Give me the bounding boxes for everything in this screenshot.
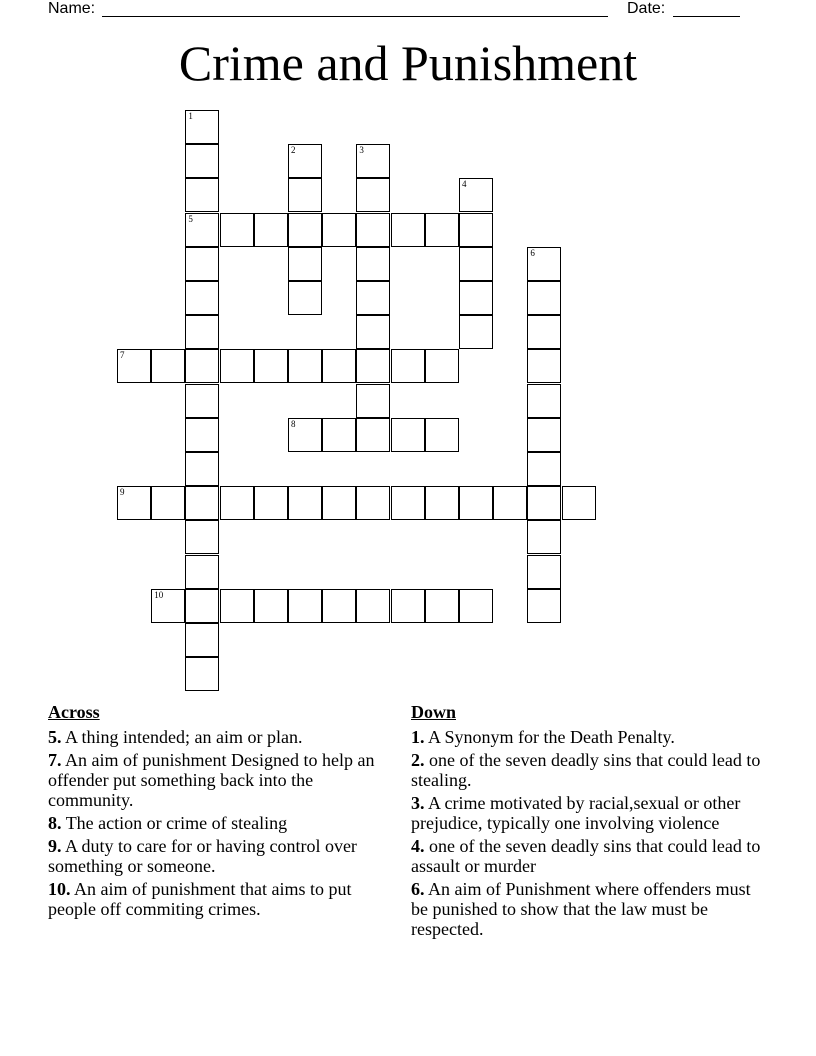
clue-across-9 <box>48 836 398 876</box>
grid-cell[interactable] <box>356 589 390 623</box>
clue-number-label: 8 <box>291 418 296 429</box>
clue-text: An aim of Punishment where offenders must be punished to show that the law must be respected. <box>411 879 751 939</box>
grid-cell[interactable] <box>288 281 322 315</box>
clue-across-8 <box>48 813 398 833</box>
clue-number: 5. <box>48 727 62 747</box>
grid-cell[interactable] <box>391 349 425 383</box>
grid-cell[interactable] <box>185 555 219 589</box>
grid-cell[interactable] <box>288 144 322 178</box>
grid-cell[interactable] <box>425 418 459 452</box>
grid-cell[interactable] <box>288 418 322 452</box>
grid-cell[interactable] <box>220 349 254 383</box>
grid-cell[interactable] <box>254 349 288 383</box>
grid-cell[interactable] <box>288 486 322 520</box>
clue-text: An aim of punishment Designed to help an offender put something back into the community. <box>48 750 375 810</box>
clue-text: one of the seven deadly sins that could lead to stealing. <box>411 750 761 790</box>
grid-cell[interactable] <box>220 589 254 623</box>
across-heading: Across <box>48 702 100 722</box>
grid-cell[interactable] <box>356 144 390 178</box>
grid-cell[interactable] <box>459 315 493 349</box>
grid-cell[interactable] <box>356 315 390 349</box>
grid-cell[interactable] <box>356 178 390 212</box>
clue-across-10 <box>48 879 398 919</box>
clue-down-1 <box>411 727 771 747</box>
down-heading: Down <box>411 702 457 722</box>
clue-number: 8. <box>48 813 62 833</box>
clue-number: 4. <box>411 836 425 856</box>
clue-number-label: 6 <box>530 247 535 258</box>
clue-number-label: 10 <box>154 589 164 600</box>
grid-cell[interactable] <box>527 349 561 383</box>
clue-number: 7. <box>48 750 62 770</box>
grid-cell[interactable] <box>493 486 527 520</box>
clue-text: The action or crime of stealing <box>65 813 288 833</box>
grid-cell[interactable] <box>425 486 459 520</box>
grid-cell[interactable] <box>527 452 561 486</box>
grid-cell[interactable] <box>527 247 561 281</box>
grid-cell[interactable] <box>185 281 219 315</box>
grid-cell[interactable] <box>185 349 219 383</box>
clue-down-4 <box>411 836 771 876</box>
clue-number: 2. <box>411 750 425 770</box>
grid-cell[interactable] <box>356 213 390 247</box>
clue-number-label: 1 <box>188 111 193 121</box>
clue-number: 3. <box>411 793 425 813</box>
clue-down-6 <box>411 879 771 939</box>
grid-cell[interactable] <box>254 589 288 623</box>
grid-cell[interactable] <box>185 486 219 520</box>
grid-cell[interactable] <box>391 486 425 520</box>
grid-cell[interactable] <box>425 589 459 623</box>
clue-down-3 <box>411 793 771 833</box>
grid-cell[interactable] <box>356 486 390 520</box>
grid-cell[interactable] <box>425 349 459 383</box>
grid-cell[interactable] <box>356 418 390 452</box>
grid-cell[interactable] <box>185 418 219 452</box>
clue-text: one of the seven deadly sins that could lead to assault or murder <box>411 836 761 876</box>
grid-cell[interactable] <box>151 486 185 520</box>
clue-across-7 <box>48 750 398 810</box>
grid-cell[interactable] <box>185 144 219 178</box>
grid-cell[interactable] <box>527 281 561 315</box>
grid-cell[interactable] <box>254 486 288 520</box>
grid-cell[interactable] <box>527 486 561 520</box>
grid-cell[interactable] <box>185 315 219 349</box>
clue-number-label: 9 <box>120 487 125 498</box>
clue-text: A thing intended; an aim or plan. <box>65 727 303 747</box>
grid-cell[interactable] <box>527 418 561 452</box>
grid-cell[interactable] <box>527 520 561 554</box>
grid-cell[interactable] <box>391 418 425 452</box>
clue-across-5 <box>48 727 398 747</box>
grid-cell[interactable] <box>322 349 356 383</box>
grid-cell[interactable] <box>322 418 356 452</box>
grid-cell[interactable] <box>356 384 390 418</box>
grid-cell[interactable] <box>322 213 356 247</box>
grid-cell[interactable] <box>425 213 459 247</box>
grid-cell[interactable] <box>185 452 219 486</box>
grid-cell[interactable] <box>527 555 561 589</box>
grid-cell[interactable] <box>356 281 390 315</box>
clue-number-label: 4 <box>462 179 467 190</box>
grid-cell[interactable] <box>185 589 219 623</box>
grid-cell[interactable] <box>459 213 493 247</box>
grid-cell[interactable] <box>391 213 425 247</box>
grid-cell[interactable] <box>151 589 185 623</box>
grid-cell[interactable] <box>117 486 151 520</box>
clue-number: 6. <box>411 879 425 899</box>
grid-cell[interactable] <box>288 178 322 212</box>
clue-number: 10. <box>48 879 71 899</box>
across-clues <box>48 702 398 922</box>
grid-cell[interactable] <box>459 281 493 315</box>
grid-cell[interactable] <box>288 213 322 247</box>
clue-text: A Synonym for the Death Penalty. <box>428 727 675 747</box>
clue-number: 1. <box>411 727 425 747</box>
grid-cell[interactable] <box>185 213 219 247</box>
date-label: Date: <box>627 0 666 17</box>
grid-cell[interactable] <box>527 384 561 418</box>
grid-cell[interactable] <box>185 178 219 212</box>
grid-cell[interactable] <box>322 486 356 520</box>
grid-cell[interactable] <box>562 486 596 520</box>
grid-cell[interactable] <box>185 384 219 418</box>
grid-cell[interactable] <box>185 623 219 657</box>
grid-cell[interactable] <box>185 247 219 281</box>
grid-cell[interactable] <box>185 110 219 144</box>
clue-number-label: 5 <box>188 213 193 224</box>
name-label: Name: <box>48 0 96 17</box>
grid-cell[interactable] <box>185 657 219 691</box>
grid-cell[interactable] <box>391 589 425 623</box>
grid-cell[interactable] <box>220 486 254 520</box>
grid-cell[interactable] <box>459 486 493 520</box>
clue-number-label: 2 <box>291 145 296 156</box>
grid-cell[interactable] <box>220 213 254 247</box>
grid-cell[interactable] <box>527 589 561 623</box>
clue-text: A crime motivated by racial,sexual or other prejudice, typically one involving violence <box>411 793 741 833</box>
down-clues <box>411 702 771 942</box>
grid-cell[interactable] <box>459 178 493 212</box>
grid-cell[interactable] <box>459 247 493 281</box>
grid-cell[interactable] <box>288 589 322 623</box>
grid-cell[interactable] <box>459 589 493 623</box>
grid-cell[interactable] <box>356 247 390 281</box>
grid-cell[interactable] <box>151 349 185 383</box>
grid-cell[interactable] <box>356 349 390 383</box>
clue-number-label: 3 <box>359 145 364 156</box>
clue-down-2 <box>411 750 771 790</box>
clue-number-label: 7 <box>120 350 125 361</box>
clue-number: 9. <box>48 836 62 856</box>
grid-cell[interactable] <box>322 589 356 623</box>
grid-cell[interactable] <box>185 520 219 554</box>
grid-cell[interactable] <box>254 213 288 247</box>
clue-text: A duty to care for or having control over something or someone. <box>48 836 357 876</box>
puzzle-title: Crime and Punishment <box>178 35 638 91</box>
grid-cell[interactable] <box>117 349 151 383</box>
clue-text: An aim of punishment that aims to put people off commiting crimes. <box>48 879 352 919</box>
grid-cell[interactable] <box>527 315 561 349</box>
grid-cell[interactable] <box>288 247 322 281</box>
grid-cell[interactable] <box>288 349 322 383</box>
